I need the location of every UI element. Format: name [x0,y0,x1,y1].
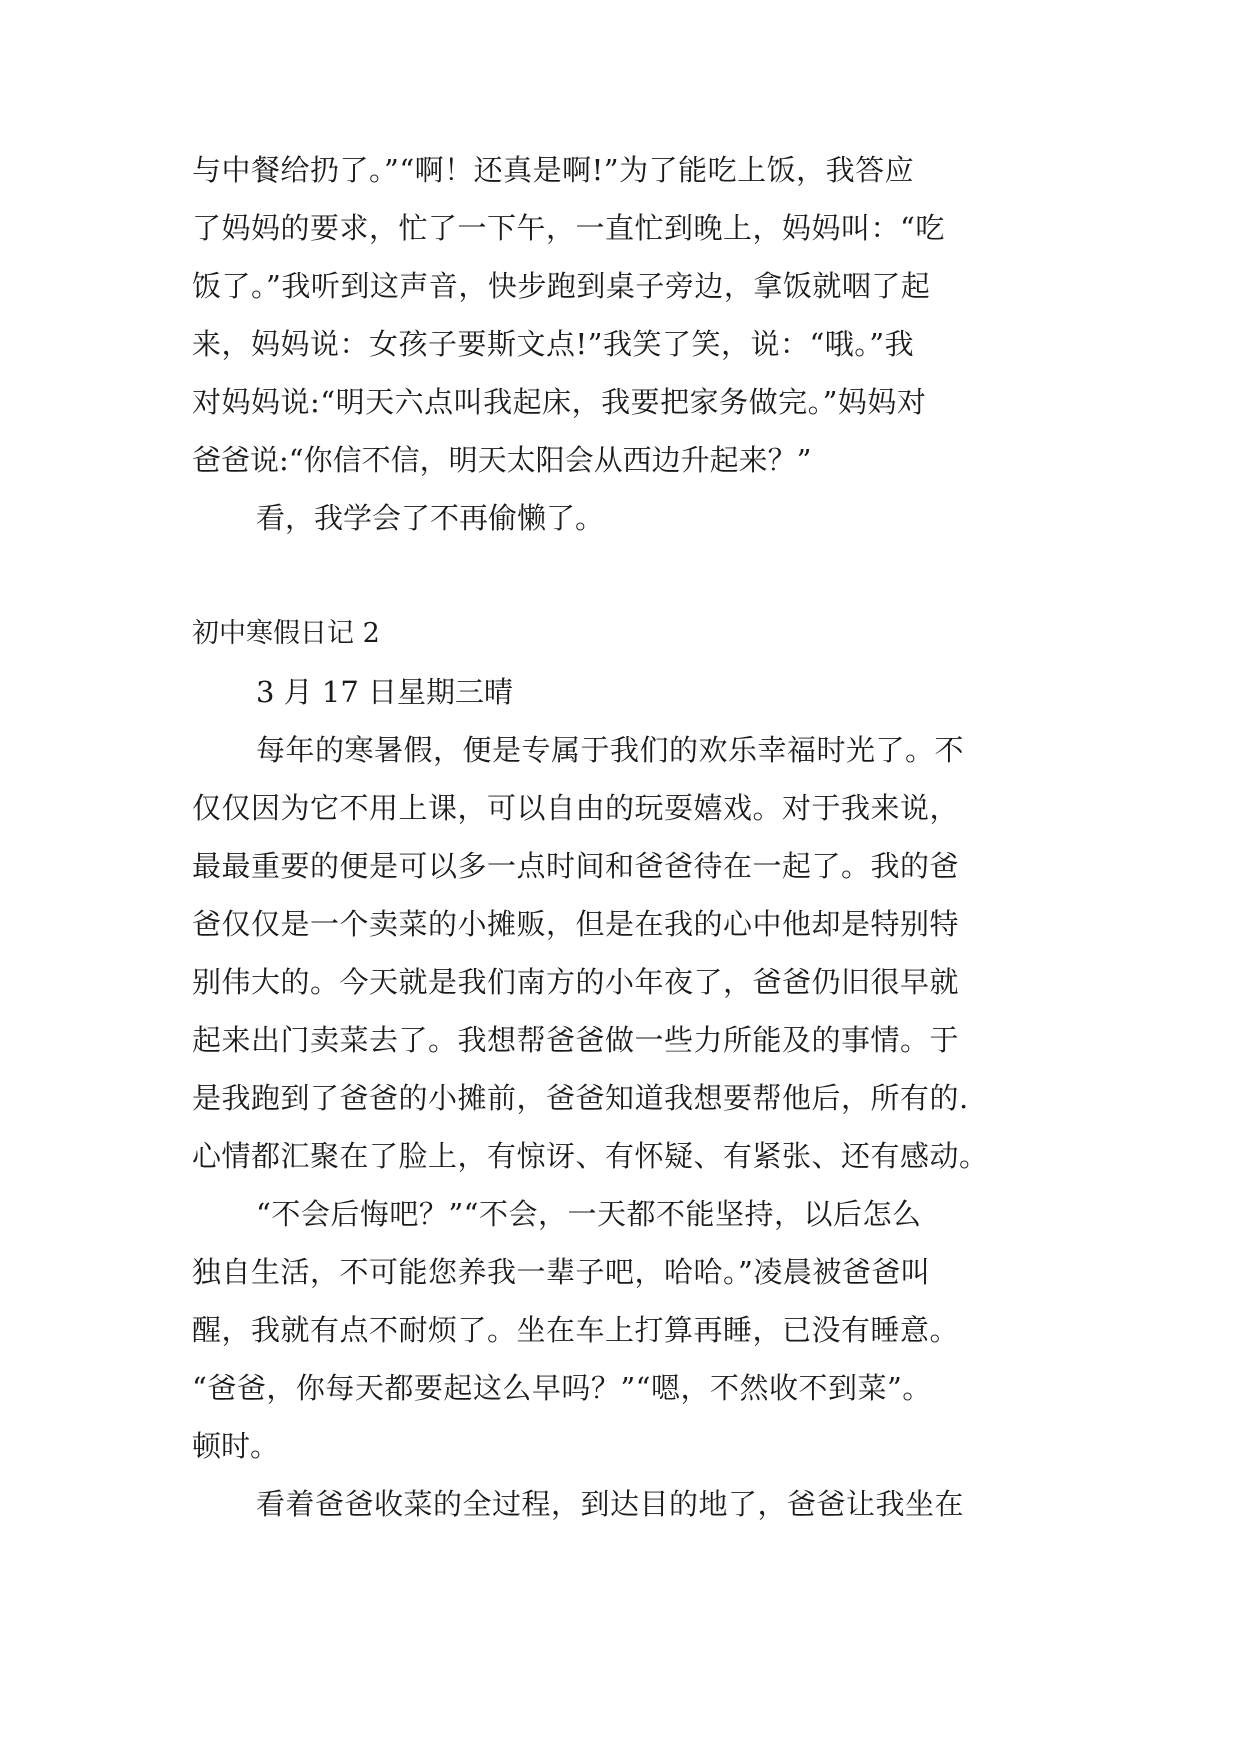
date-line: 3 月 17 日星期三晴 [256,675,514,709]
paragraph-line: 饭了。”我听到这声音，快步跑到桌子旁边，拿饭就咽了起 [192,269,931,303]
paragraph-line: 来，妈妈说：女孩子要斯文点!”我笑了笑，说：“哦。”我 [192,327,915,361]
paragraph-line: 看着爸爸收菜的全过程，到达目的地了，爸爸让我坐在 [256,1487,965,1521]
paragraph-line: 每年的寒暑假，便是专属于我们的欢乐幸福时光了。不 [256,733,965,767]
paragraph-line: 最最重要的便是可以多一点时间和爸爸待在一起了。我的爸 [192,849,960,883]
paragraph-line: 了妈妈的要求，忙了一下午，一直忙到晚上，妈妈叫：“吃 [192,211,945,245]
paragraph-line: 与中餐给扔了。”“啊！还真是啊!”为了能吃上饭，我答应 [192,153,915,187]
paragraph-line: 是我跑到了爸爸的小摊前，爸爸知道我想要帮他后，所有的. [192,1081,969,1115]
paragraph-line: 醒，我就有点不耐烦了。坐在车上打算再睡，已没有睡意。 [192,1313,960,1347]
paragraph-line: 独自生活，不可能您养我一辈子吧，哈哈。”凌晨被爸爸叫 [192,1255,931,1289]
paragraph-line: 别伟大的。今天就是我们南方的小年夜了，爸爸仍旧很早就 [192,965,960,999]
paragraph-line: 对妈妈说:“明天六点叫我起床，我要把家务做完。”妈妈对 [192,385,927,419]
paragraph-line: 顿时。 [192,1429,280,1463]
paragraph-line: 爸爸说:“你信不信，明天太阳会从西边升起来？” [192,443,812,477]
paragraph-line: 仅仅因为它不用上课，可以自由的玩耍嬉戏。对于我来说， [192,791,960,825]
section-title: 初中寒假日记 2 [192,618,380,649]
paragraph-line: 看，我学会了不再偷懒了。 [256,501,605,535]
paragraph-line: 爸仅仅是一个卖菜的小摊贩，但是在我的心中他却是特别特 [192,907,960,941]
paragraph-line: “爸爸，你每天都要起这么早吗？”“嗯，不然收不到菜”。 [192,1371,932,1405]
paragraph-line: 心情都汇聚在了脸上，有惊讶、有怀疑、有紧张、还有感动。 [192,1139,989,1173]
paragraph-line: 起来出门卖菜去了。我想帮爸爸做一些力所能及的事情。于 [192,1023,960,1057]
paragraph-line: “不会后悔吧？”“不会，一天都不能坚持，以后怎么 [256,1197,922,1231]
